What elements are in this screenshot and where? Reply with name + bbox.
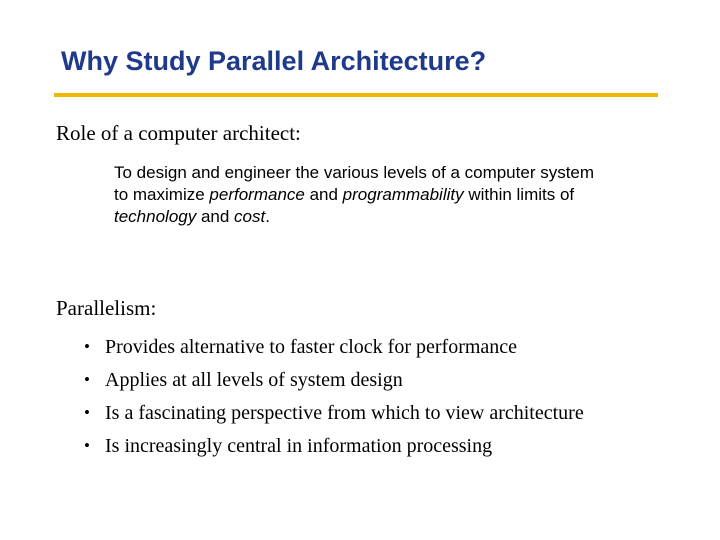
role-line-1 (114, 162, 704, 184)
bullet-text: Applies at all levels of system design (105, 369, 403, 391)
slide-title: Why Study Parallel Architecture? (61, 46, 487, 76)
role-line-2 (114, 184, 704, 206)
role-line-3 (114, 206, 704, 228)
role-text-and-2: and (196, 207, 235, 226)
bullet-icon: • (84, 337, 90, 356)
parallelism-heading: Parallelism: (56, 296, 157, 320)
role-line-1-text: To design and engineer the various levels of a computer system (114, 163, 595, 182)
bullet-icon: • (84, 370, 90, 389)
role-heading: Role of a computer architect: (56, 121, 301, 145)
emphasis-performance: performance (209, 185, 305, 204)
emphasis-technology: technology (114, 207, 197, 226)
title-underline (54, 93, 658, 97)
bullet-icon: • (84, 403, 90, 422)
bullet-text: Is a fascinating perspective from which to view architecture (105, 402, 584, 424)
emphasis-cost: cost (234, 207, 266, 226)
role-text-limits: within limits of (463, 185, 575, 204)
bullet-icon: • (84, 436, 90, 455)
emphasis-programmability: programmability (342, 185, 464, 204)
bullet-text: Provides alternative to faster clock for performance (105, 336, 518, 358)
role-text-and: and (304, 185, 343, 204)
role-description (114, 162, 704, 228)
role-text-period: . (265, 207, 270, 226)
role-text-maximize: to maximize (114, 185, 210, 204)
bullet-text: Is increasingly central in information processing (105, 435, 493, 457)
